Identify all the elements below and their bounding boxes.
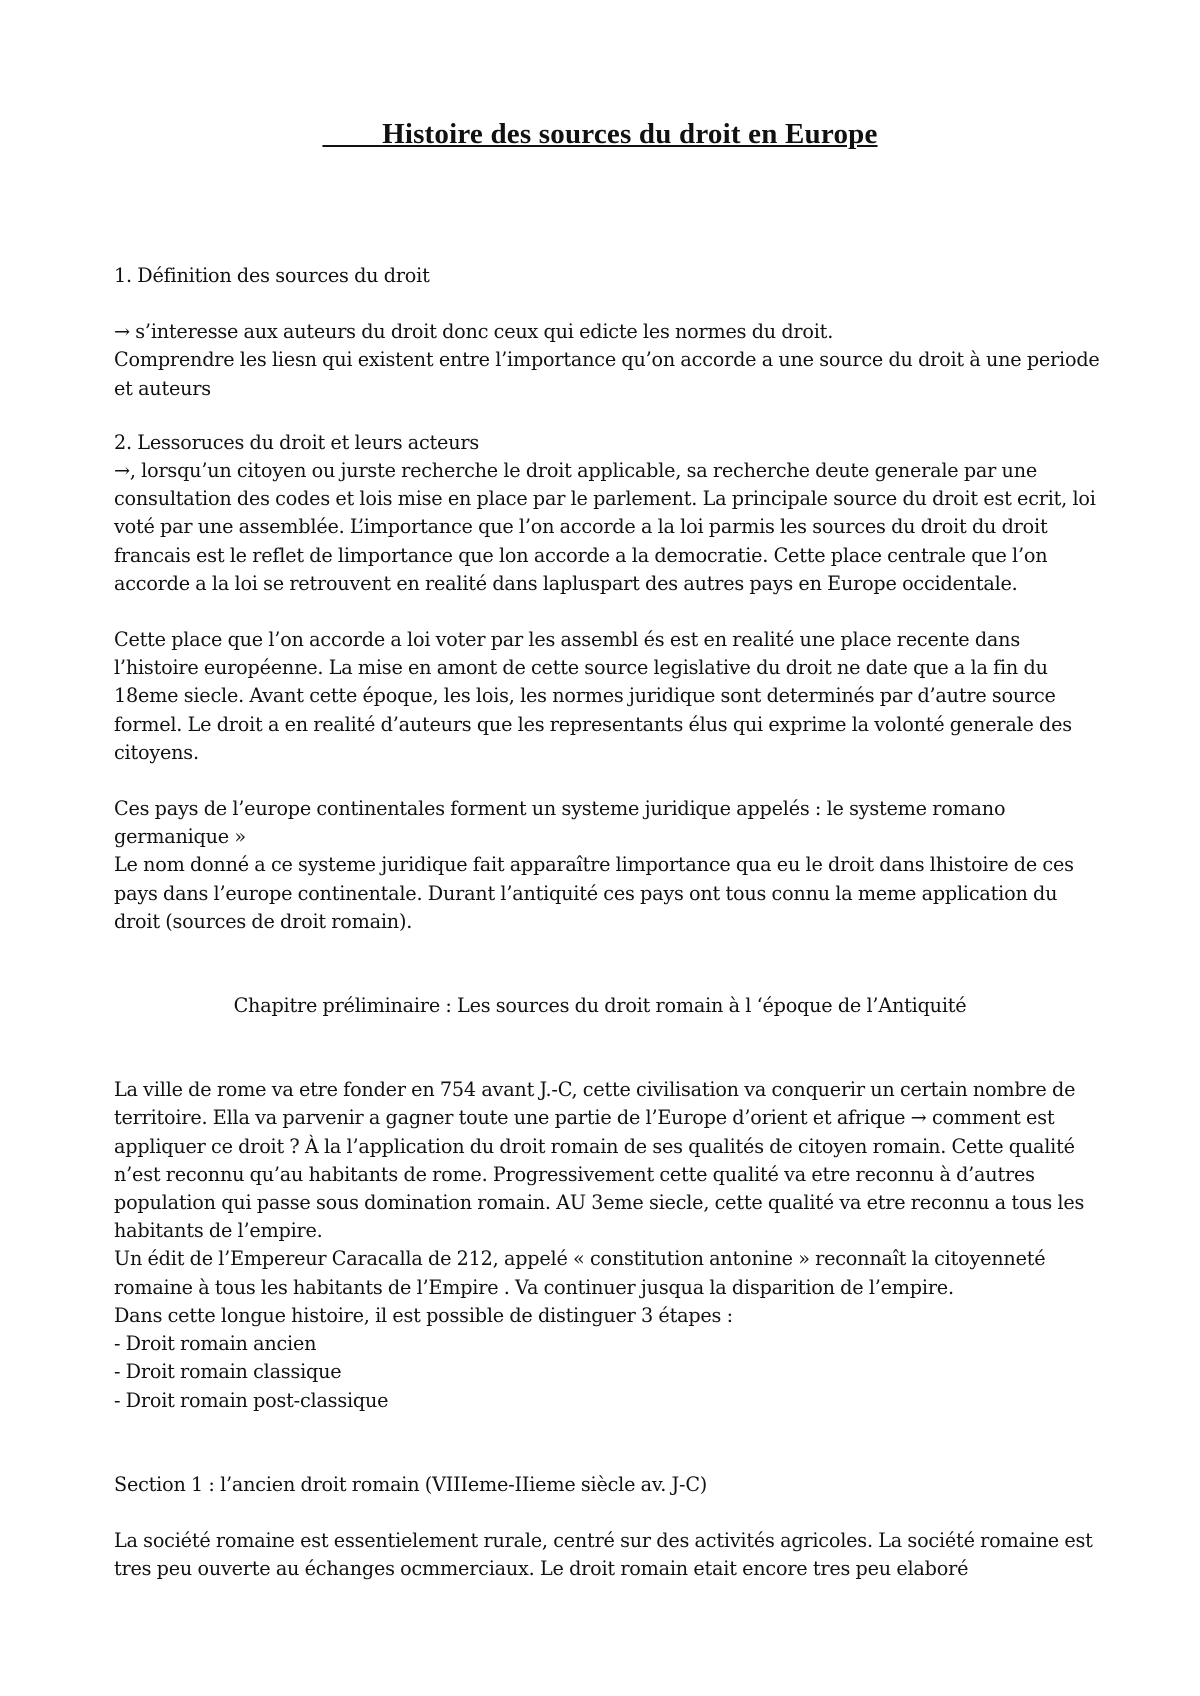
paragraph-three-stages: Dans cette longue histoire, il est possible de distinguer 3 étapes :: [114, 1303, 733, 1327]
list-item: - Droit romain ancien: [114, 1332, 317, 1356]
paragraph-definition-understand: Comprendre les liesn qui existent entre l’importance qu’on accorde a une source du droit à une periode et auteurs: [114, 348, 1100, 400]
document-title: [0, 118, 1200, 151]
paragraph-sources-law: →, lorsqu’un citoyen ou jurste recherche le droit applicable, sa recherche deute generale par une consultation des codes et lois mise en place par le parlement. La principale source du droit est ecrit, loi voté par une assemblée. L’importance que l’on accorde a la loi parmis les sources du droit du droit francais est le reflet de limportance que lon accorde a la democratie. Cette place centrale que l’on accorde a la loi se retrouvent en realité dans lapluspart des autres pays en Europe occidentale.: [114, 459, 1096, 595]
list-item: - Droit romain classique: [114, 1360, 342, 1384]
section-heading-sources-actors: 2. Lessoruces du droit et leurs acteurs: [114, 430, 479, 454]
paragraph-caracalla-edict: Un édit de l’Empereur Caracalla de 212, appelé « constitution antonine » reconnaît la citoyenneté romaine à tous les habitants de l’Empire . Va continuer jusqua la disparition de l’empire.: [114, 1247, 1046, 1299]
paragraph-roman-society: La société romaine est essentielement rurale, centré sur des activités agricoles. La société romaine est tres peu ouverte au échanges ocmmerciaux. Le droit romain etait encore tres peu elaboré: [114, 1528, 1093, 1581]
paragraph-definition-arrow: → s’interesse aux auteurs du droit donc ceux qui edicte les normes du droit.: [114, 320, 834, 344]
section-heading-definition: 1. Définition des sources du droit: [114, 264, 430, 287]
document-body: [114, 262, 1104, 1583]
paragraph-romano-germanic: Ces pays de l’europe continentales forment un systeme juridique appelés : le systeme romano germanique »: [114, 797, 1006, 849]
paragraph-rome-founding: La ville de rome va etre fonder en 754 avant J.-C, cette civilisation va conquerir un certain nombre de territoire. Ella va parvenir a gagner toute une partie de l’Europe d’orient et afrique → comment est appliquer ce droit ? À la l’application du droit romain de ses qualités de citoyen romain. Cette qualité n’est reconnu qu’au habitants de rome. Progressivement cette qualité va etre reconnu à d’autres population qui passe sous domination romain. AU 3eme siecle, cette qualité va etre reconnu a tous les habitants de l’empire.: [114, 1078, 1085, 1243]
list-item: - Droit romain post-classique: [114, 1388, 389, 1412]
title-text: Histoire des sources du droit en Europe: [382, 118, 878, 150]
section-heading-ancient-roman-law: Section 1 : l’ancien droit romain (VIIIeme-IIieme siècle av. J-C): [114, 1472, 708, 1496]
title-underline-lead: [322, 118, 382, 150]
paragraph-system-name: Le nom donné a ce systeme juridique fait apparaître limportance qua eu le droit dans lhistoire de ces pays dans l’europe continentale. Durant l’antiquité ces pays ont tous connu la meme application du droit (sources de droit romain).: [114, 853, 1074, 933]
chapter-heading: Chapitre préliminaire : Les sources du droit romain à l ‘époque de l’Antiquité: [233, 994, 967, 1018]
paragraph-recent-place: Cette place que l’on accorde a loi voter par les assembl és est en realité une place recente dans l’histoire européenne. La mise en amont de cette source legislative du droit ne date que a la fin du 18eme siecle. Avant cette époque, les lois, les normes juridique sont determinés par d’autre source formel. Le droit a en realité d’auteurs que les representants élus qui exprime la volonté generale des citoyens.: [114, 628, 1072, 764]
